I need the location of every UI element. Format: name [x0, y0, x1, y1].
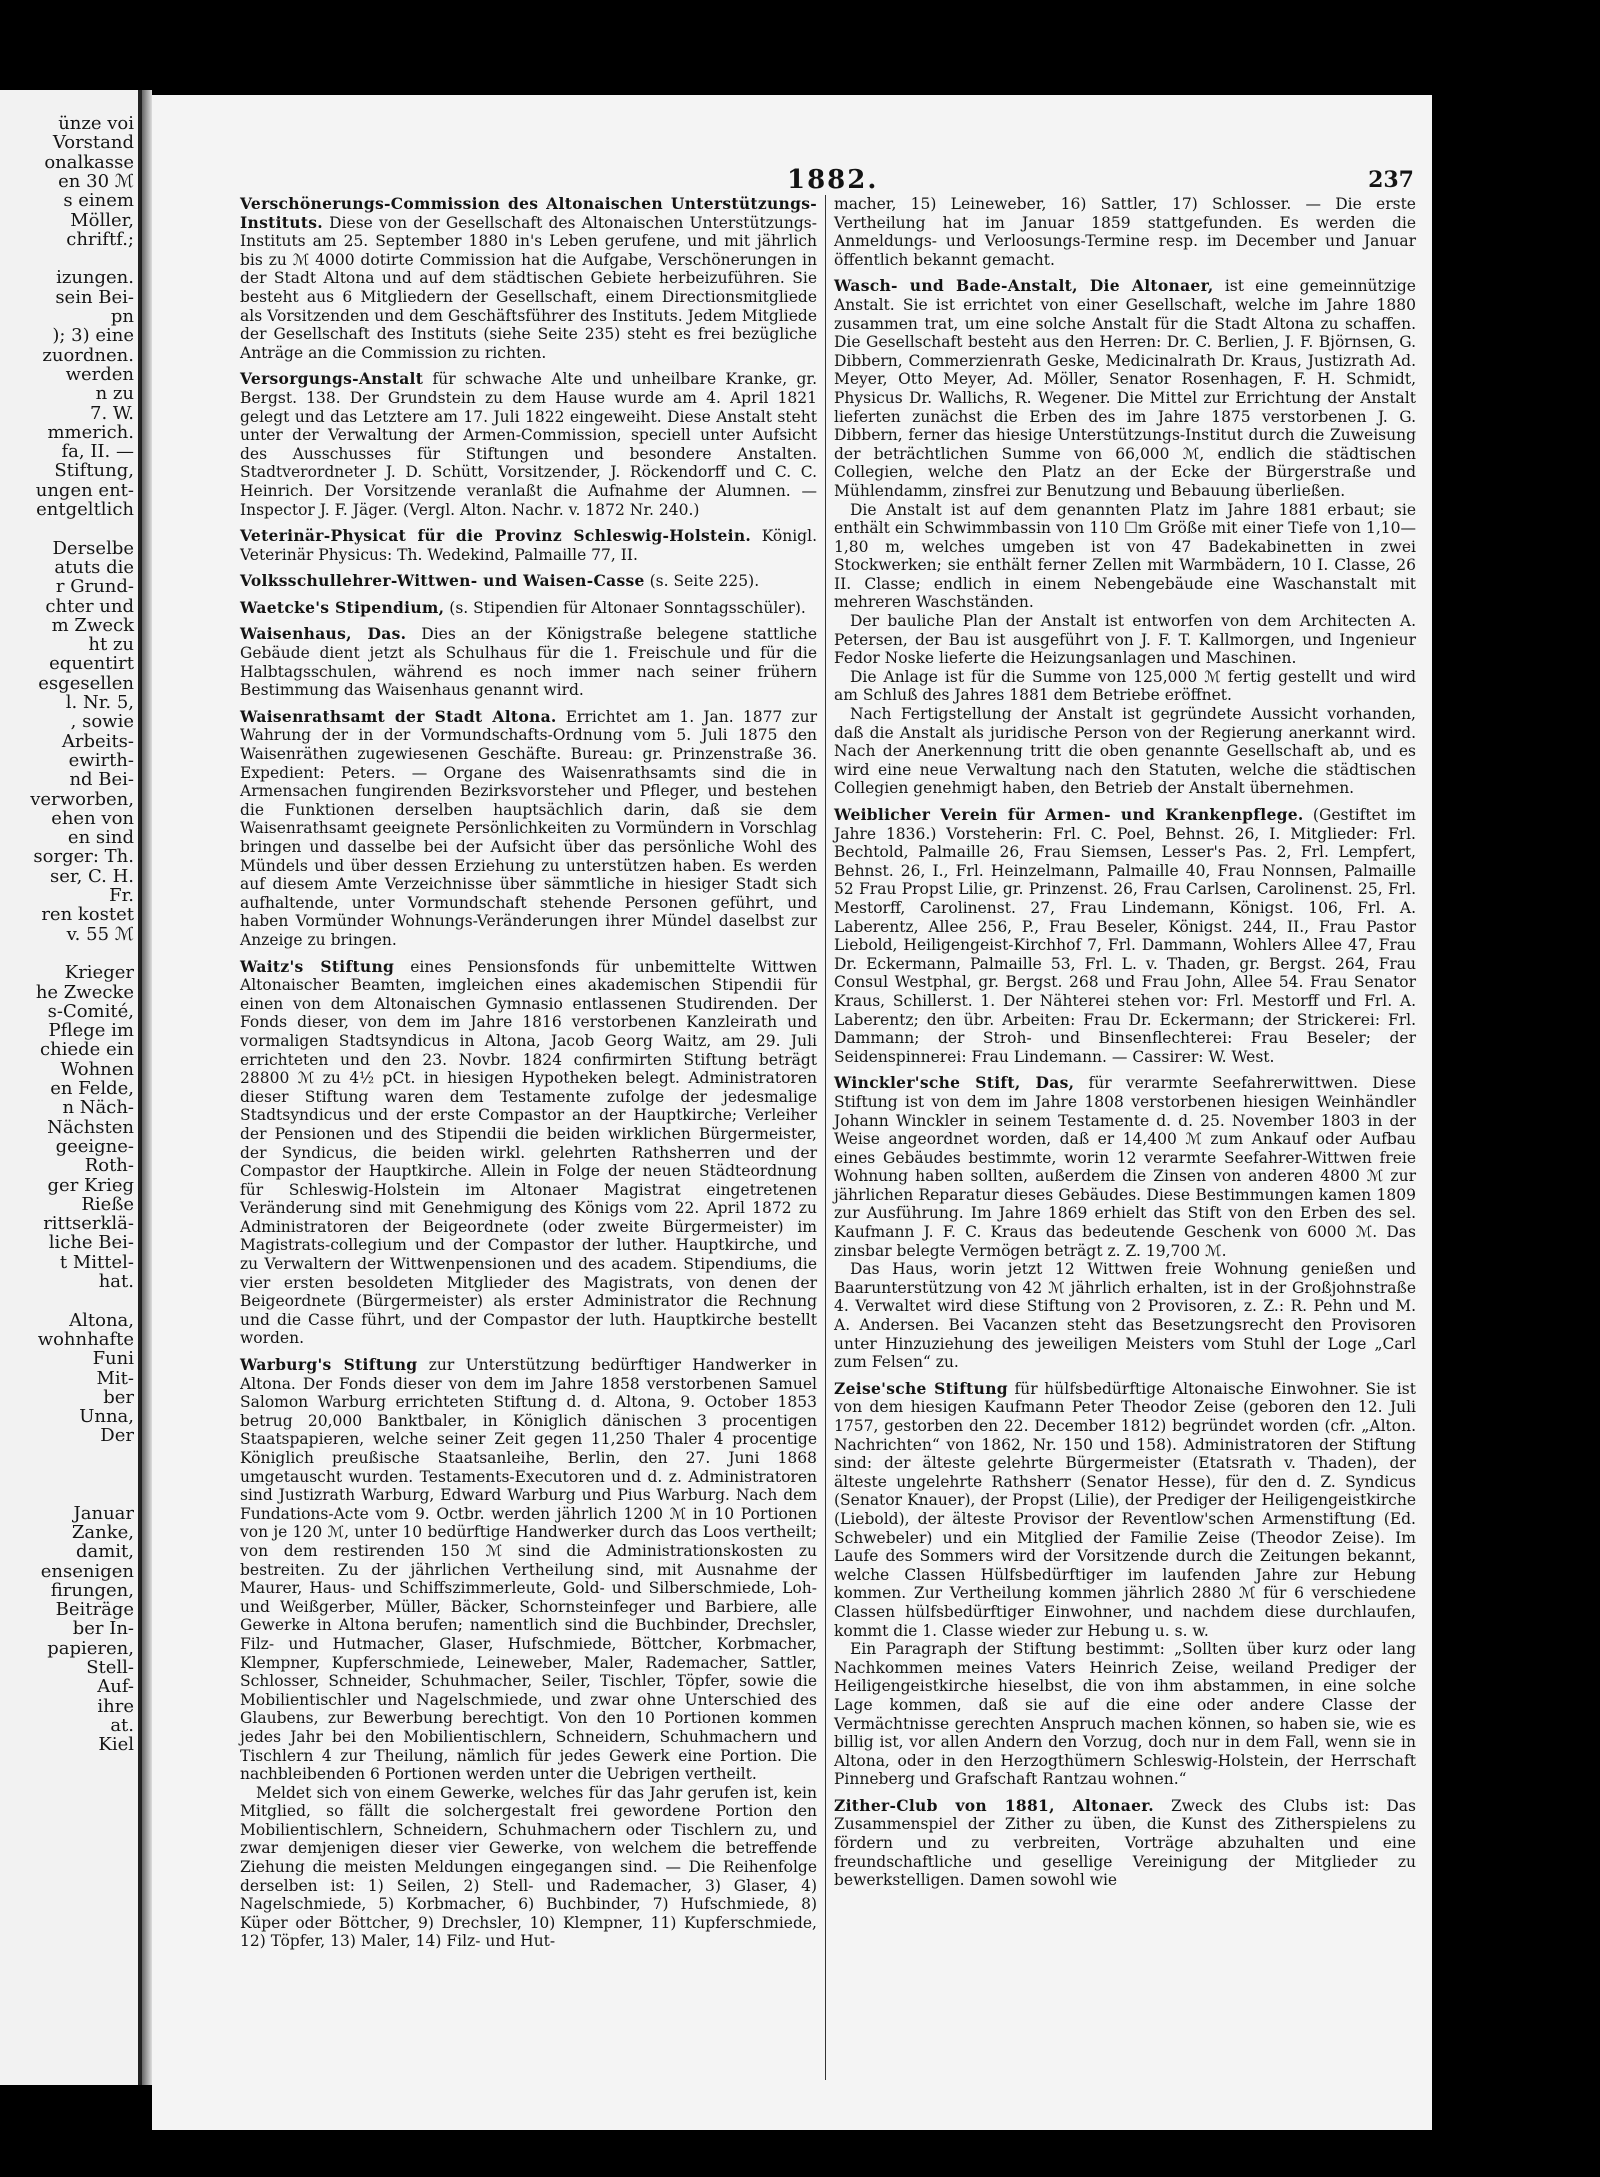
left-page-fragment: liche Bei-: [48, 1232, 134, 1254]
left-page-fragment: Krieger: [64, 962, 134, 984]
left-page-fragment: n zu: [95, 383, 134, 405]
left-page-fragment: wohnhafte: [37, 1328, 134, 1350]
left-page-fragment: chter und: [45, 595, 134, 617]
entry-paragraph: [240, 1784, 817, 1951]
left-page-fragment: en 30 ℳ: [58, 170, 134, 192]
left-page-fragment: s-Comité,: [47, 1000, 134, 1022]
left-page-fragment: Unna,: [79, 1406, 134, 1428]
page-year: 1882.: [787, 165, 879, 195]
left-page-fragment: onalkasse: [44, 151, 134, 173]
left-page-fragment: 7. W.: [90, 402, 134, 424]
left-page-fragment: entgeltlich: [36, 499, 134, 520]
left-page-fragment: ser, C. H.: [50, 865, 134, 887]
left-page-fragment: ungen ent-: [35, 479, 134, 501]
entry-text: Errichtet am 1. Jan. 1877 zur Wahrung der in der Vormundschafts-Ordnung vom 5. Juli 1875 den Waisenräthen zugewiesenen Geschäfte. Bureau: gr. Prinzenstraße 36. Expedient: Peters. — Organe des Waisenrathsamts sind die in Armensachen fungirenden Bezirksvorsteher und Pfleger, und bestehen die Funktionen derselben hauptsächlich darin, daß sie dem Waisenrathsamt geeignete Persönlichkeiten zu Vormündern in Vorschlag bringen und dasselbe bei der Aufsicht über das persönliche Wohl des Mündels und über dessen Erziehung zu unterstützen haben. Es werden auf diesem Amte Verzeichnisse über sämmtliche in hiesiger Stadt sich aufhaltende, unter Vormundschaft stehende Personen geführt, und haben Vormünder Wohnungs-Veränderungen ihrer Mündel daselbst zur Anzeige zu bringen.: [240, 707, 817, 949]
entry-paragraph: [834, 1380, 1416, 1640]
left-page-fragment: mmerich.: [47, 421, 134, 443]
entry-paragraph: [240, 599, 817, 618]
left-page-fragment: Stiftung,: [54, 460, 134, 482]
entry: [834, 277, 1416, 798]
left-page-fragment: werden: [65, 363, 134, 385]
left-page-fragment: v. 55 ℳ: [66, 923, 134, 945]
entry-text: Königl. Veterinär Physicus: Th. Wedekind, Palmaille 77, II.: [240, 527, 817, 564]
left-page-fragment: Roth-: [84, 1155, 134, 1177]
entry-text: Das Haus, worin jetzt 12 Wittwen freie Wohnung genießen und Baarunterstützung von 42 ℳ jährlich erhalten, ist in der Großjohnstraße 4. Verwaltet wird diese Stiftung von 2 Provisoren, z. Z.: R. Pehn und M. A. Andersen. Bei Vacanzen steht das Besetzungsrecht den Provisoren unter Hinzuziehung des jeweiligen Meisters vom Stuhl der Loge „Carl zum Felsen“ zu.: [834, 1260, 1416, 1372]
book-gutter: [142, 90, 152, 2085]
entry-text: Diese von der Gesellschaft des Altonaischen Unterstützungs-Instituts am 25. September 1880 in's Leben gerufene, und mit jährlich bis zu ℳ 4000 dotirte Commission hat die Aufgabe, Verschönerungen in der Stadt Altona und auf dem städtischen Gebiete herbeizuführen. Sie besteht aus 6 Mitgliedern der Gesellschaft, einem Directionsmitgliede als Vorsitzenden und dem Geschäftsführer des Instituts. Jedem Mitgliede der Gesellschaft des Instituts (siehe Seite 235) steht es frei bezügliche Anträge an die Commission zu richten.: [240, 213, 817, 362]
entry: [240, 195, 817, 362]
entry-paragraph: [240, 527, 817, 564]
left-page-fragment: Kiel: [98, 1734, 134, 1756]
entry-heading: Waetcke's Stipendium,: [240, 597, 445, 617]
left-page-fragment: ht zu: [88, 634, 134, 656]
entry-paragraph: [240, 195, 817, 362]
entry-text: ist eine gemeinnützige Anstalt. Sie ist errichtet von einer Gesellschaft, welche im Jahre 1880 zusammen trat, um eine solche Anstalt für die Stadt Altona zu schaffen. Die Gesellschaft besteht aus den Herren: Dr. C. Berlien, J. F. Björnsen, G. Dibbern, Commerzienrath Geske, Medicinalrath Dr. Kraus, Justizrath Ad. Meyer, Otto Meyer, Ad. Möller, Senator Rosenhagen, F. H. Schmidt, Physicus Dr. Wallichs, R. Wegener. Die Mittel zur Errichtung der Anstalt lieferten zunächst die Erben des im Jahre 1875 verstorbenen J. G. Dibbern, ferner das hiesige Unterstützungs-Institut durch die Zuweisung der beträchtlichen Summe von 66,000 ℳ, endlich die städtischen Collegien, welche den Platz an der Ecke der Bürgerstraße und Mühlendamm, zinsfrei zur Benutzung und Bebauung überließen.: [834, 277, 1416, 500]
right-column: [834, 195, 1416, 1898]
left-page-fragment: fa, II. —: [61, 441, 134, 463]
left-page-fragment: equentirt: [49, 653, 134, 675]
entry-paragraph: [240, 370, 817, 519]
left-page-fragment: ihre: [97, 1695, 134, 1717]
entry: [834, 1797, 1416, 1890]
entry-text: (s. Seite 225).: [649, 572, 760, 591]
entry: [240, 527, 817, 564]
left-page-fragment: zuordnen.: [42, 344, 134, 366]
entry-paragraph: [834, 1260, 1416, 1372]
left-page-fragment: en sind: [67, 827, 134, 849]
entry-text: für schwache Alte und unheilbare Kranke, gr. Bergst. 138. Der Grundstein zu dem Hause wurde am 4. April 1821 gelegt und das Letztere am 17. Juli 1822 eingeweiht. Diese Anstalt steht unter der Verwaltung der Armen-Commission, speciell unter Aufsicht des Ausschusses für Stiftungen und besondere Anstalten. Stadtverordneter J. D. Schütt, Vorsitzender, J. Röckendorff und C. C. Heinrich. Der Vorsitzende veranlaßt die Aufnahme der Alumnen. — Inspector J. F. Jäger. (Vergl. Alton. Nachr. v. 1872 Nr. 240.): [240, 370, 817, 519]
left-page-fragment: Möller,: [70, 209, 134, 231]
left-page-fragment: Vorstand: [52, 132, 134, 154]
entry-text: Die Anlage ist für die Summe von 125,000 ℳ fertig gestellt und wird am Schluß des Jahres 1881 dem Betriebe eröffnet.: [834, 667, 1416, 705]
left-page-fragment: sein Bei-: [55, 286, 134, 308]
left-page-fragment: verworben,: [30, 788, 134, 810]
entry-heading: Weiblicher Verein für Armen- und Krankenpflege.: [834, 805, 1304, 824]
entry-text: eines Pensionsfonds für unbemittelte Wittwen Altonaischer Beamten, imgleichen eines akademischen Stipendii für einen von dem Altonaischen Gymnasio entlassenen Studirenden. Der Fonds dieser, von dem im Jahre 1816 verstorbenen Kanzleirath und vormaligen Stadtsyndicus in Altona, Jacob Georg Waitz, am 29. Juli errichteten und den 23. Novbr. 1824 confirmirten Stiftung beträgt 28800 ℳ zu 4½ pCt. in hiesigen Hypotheken belegt. Administratoren dieser Stiftung waren dem Testamente zufolge der jedesmalige Stadtsyndicus und der erste Compastor an der Hauptkirche; Verleiher der Pensionen und des Stipendii die beiden wirklichen Bürgermeister, der Syndicus, die beiden wirkl. gelehrten Rathsherren und der Compastor der Hauptkirche. Allein in Folge der neuen Städteordnung für Schleswig-Holstein im Altonaer Magistrat eingetretenen Veränderung sind mit Genehmigung des Königs vom 22. April 1872 zu Administratoren der Beigeordnete (oder zweite Bürgermeister) im Magistrats-collegium und der Compastor der luther. Hauptkirche, und zu Verwaltern der Wittwenpensionen und des academ. Stipendiums, die vier ersten besoldeten Mitglieder des Magistrats, von denen der Beigeordnete (Bürgermeister) als erster Administrator die Rechnung und die Casse führt, und der Compastor der luth. Hauptkirche bestellt worden.: [240, 957, 817, 1348]
left-page-fragment: Fr.: [109, 885, 134, 906]
entry-text: (Gestiftet im Jahre 1836.) Vorsteherin: Frl. C. Poel, Behnst. 26, I. Mitglieder: Frl. Bechtold, Palmaille 26, Frau Siemsen, Lesser's Pas. 2, Frl. Lempfert, Behnst. 26, I., Frl. Heinzelmann, Palmaille 40, Frau Nonnsen, Palmaille 52 Frau Propst Lilie, gr. Prinzenst. 26, Frau Carlsen, Carolinenst. 25, Frl. Mestorff, Carolinenst. 27, Frau Lindemann, Königst. 106, Frl. A. Laberentz, Allee 256, P., Frau Beseler, Königst. 244, II., Frau Pastor Liebold, Heiligengeist-Kirchhof 7, Frl. Dammann, Wohlers Allee 47, Frau Dr. Eckermann, Palmaille 53, Frl. L. v. Thaden, gr. Bergst. 264, Frau Consul Westphal, gr. Bergst. 268 und Frau John, Allee 54. Frau Senator Kraus, Schillerst. 1. Der Nähterei stehen vor: Frl. Mestorff und Frl. A. Laberentz; den übr. Arbeiten: Frau Dr. Eckermann; der Strickerei: Frl. Dammann; der Stroh- und Binsenflechterei: Frau Beseler; der Seidenspinnerei: Frau Lindemann. — Cassirer: W. West.: [834, 806, 1416, 1066]
entry-heading: Waitz's Stiftung: [240, 956, 395, 976]
left-page-fragment: ber In-: [72, 1618, 134, 1640]
entry-paragraph: [834, 668, 1416, 705]
left-page-fragment: ger Krieg: [47, 1174, 134, 1196]
left-facing-page: [0, 90, 142, 2085]
left-page-fragment: ewirth-: [68, 749, 134, 771]
left-page-fragment: Stell-: [86, 1657, 134, 1678]
entry-paragraph: [240, 572, 817, 591]
entry-paragraph: [240, 958, 817, 1348]
left-page-fragment: izungen.: [56, 267, 134, 289]
left-page-fragment: ber: [103, 1386, 134, 1408]
entry-heading: Verschönerungs-Commission des Altonaischen Unterstützungs-Instituts.: [240, 194, 817, 232]
left-page-fragment: papieren,: [47, 1637, 134, 1659]
entry-paragraph: [240, 708, 817, 950]
entry-paragraph: [834, 1640, 1416, 1789]
entry: [240, 370, 817, 519]
book-page: [152, 95, 1432, 2130]
entry-heading: Wasch- und Bade-Anstalt, Die Altonaer,: [834, 276, 1214, 296]
left-page-fragment: sorger: Th.: [33, 846, 134, 868]
entry-text: Die Anstalt ist auf dem genannten Platz im Jahre 1881 erbaut; sie enthält ein Schwimmbassin von 110 ☐m Größe mit einer Tiefe von 1,10—1,80 m, welches umgeben ist von 47 Badekabinetten in zwei Stockwerken; sie enthält ferner Zellen mit Warmbädern, 10 I. Classe, 26 II. Classe; endlich in einem Nebengebäude eine Waschanstalt mit mehreren Waschständen.: [834, 500, 1416, 612]
left-page-fragment: Altona,: [69, 1309, 134, 1331]
left-page-fragment: n Näch-: [62, 1097, 134, 1119]
left-page-fragment: geeigne-: [55, 1135, 134, 1157]
entry-text: für hülfsbedürftige Altonaische Einwohner. Sie ist von dem hiesigen Kaufmann Peter Theodor Zeise (geboren den 12. Juli 1757, gestorben den 22. December 1812) begründet worden (cfr. „Alton. Nachrichten“ von 1862, Nr. 150 und 158). Administratoren der Stiftung sind: der älteste gelehrte Bürgermeister (Etatsrath v. Thaden), der älteste ungelehrte Rathsherr (Senator Hesse), für den d. Z. Syndicus (Senator Knauer), der Propst (Lilie), der Prediger der Heiligengeistkirche (Liebold), der älteste Provisor der Reventlow'schen Armenstiftung (Ed. Schwebeler) und ein Mitglied der Familie Zeise (Theodor Zeise). Im Laufe des Sommers wird der Vorsitzende durch die Zeitungen bekannt, welche Classen Hülfsbedürftiger im laufenden Jahre zur Hebung kommen. Zur Vertheilung kommen jährlich 2880 ℳ für 6 verschiedene Classen hülfsbedürftiger Einwohner, und nachdem diese durchlaufen, kommt die 1. Classe wieder zur Hebung u. s. w.: [834, 1379, 1416, 1640]
left-page-fragment: Rieße: [81, 1193, 134, 1215]
left-page-fragment: chiede ein: [40, 1039, 134, 1061]
entry-text: Nach Fertigstellung der Anstalt ist gegründete Aussicht vorhanden, daß die Anstalt als juridische Person von der Regierung anerkannt wird. Nach der Anerkennung tritt die oben genannte Gesellschaft ab, und es wird eine neue Verwaltung nach den Statuten, welche die städtischen Collegien genehmigt haben, den Betrieb der Anstalt übernehmen.: [834, 705, 1416, 798]
entry-heading: Volksschullehrer-Wittwen- und Waisen-Casse: [240, 571, 645, 591]
left-page-fragment: Januar: [73, 1502, 134, 1524]
left-page-fragment: m Zweck: [51, 614, 134, 636]
left-page-fragment: ren kostet: [41, 904, 134, 926]
entry-paragraph: [834, 806, 1416, 1066]
entry-text: für verarmte Seefahrerwittwen. Diese Stiftung ist von dem im Jahre 1808 verstorbenen hiesigen Weinhändler Johann Winckler in seinem Testamente d. d. 25. November 1803 in der Weise angeordnet worden, daß er 14,400 ℳ zum Ankauf oder Aufbau eines Gebäudes bestimmte, worin 12 verarmte Seefahrer-Wittwen freie Wohnung haben sollten, außerdem die Zinsen von anderen 4800 ℳ zur jährlichen Reparatur dieses Gebäudes. Diese Bestimmungen kamen 1809 zur Ausführung. Im Jahre 1869 erhielt das Stift von den Erben des sel. Kaufmann J. F. C. Kraus das bedeutende Geschenk von 6000 ℳ. Das zinsbar belegte Vermögen beträgt z. Z. 19,700 ℳ.: [834, 1074, 1416, 1260]
entry-heading: Zither-Club von 1881, Altonaer.: [834, 1795, 1154, 1815]
left-page-fragment: chriftf.;: [66, 228, 134, 250]
left-page-fragment: Zanke,: [71, 1521, 134, 1543]
entry: [240, 599, 817, 618]
entry-paragraph: [240, 625, 817, 699]
entry-paragraph: [834, 1074, 1416, 1260]
left-page-fragment: he Zwecke: [35, 981, 134, 1003]
left-page-fragment: s einem: [63, 190, 134, 212]
left-page-fragment: en Felde,: [50, 1078, 134, 1099]
entry-text: Meldet sich von einem Gewerke, welches für das Jahr gerufen ist, kein Mitglied, so fällt die solchergestalt frei gewordene Portion den Mobilientischlern, Schneidern, Schuhmachern oder Tischlern zu, und zwar demjenigen dieser vier Gewerke, von welchem die betreffende Ziehung die meisten Meldungen eingegangen sind. — Die Reihenfolge derselben ist: 1) Seilen, 2) Stell- und Rademacher, 3) Glaser, 4) Nagelschmiede, 5) Korbmacher, 6) Buchbinder, 7) Hufschmiede, 8) Küper oder Böttcher, 9) Drechsler, 10) Klempner, 11) Kupferschmiede, 12) Töpfer, 13) Maler, 14) Filz- und Hut-: [240, 1783, 817, 1951]
left-page-fragment: at.: [110, 1714, 134, 1736]
left-page-fragment: ehen von: [51, 807, 134, 829]
entry-heading: Waisenhaus, Das.: [240, 624, 407, 644]
left-page-fragment: esgesellen: [38, 672, 134, 694]
left-page-fragment: rittserklä-: [43, 1213, 134, 1235]
left-page-fragment: atuts die: [54, 556, 134, 578]
page-number: 237: [1368, 167, 1414, 193]
page-header: [152, 165, 1432, 195]
left-page-fragment: pn: [110, 306, 134, 327]
left-page-fragment: Derselbe: [52, 537, 134, 559]
left-page-fragment: firungen,: [50, 1579, 134, 1601]
entry: [834, 1074, 1416, 1372]
entry-paragraph: [834, 277, 1416, 500]
entry: [240, 572, 817, 591]
left-page-fragment: Arbeits-: [61, 730, 134, 752]
left-page-fragment: ünze voi: [58, 113, 134, 134]
entry-text: zur Unterstützung bedürftiger Handwerker in Altona. Der Fonds dieser von dem im Jahre 1858 verstorbenen Samuel Salomon Warburg errichteten Stiftung d. d. Altona, 9. October 1853 betrug 20,000 Banktbaler, in Königlich dänischen 3 procentigen Staatspapieren, welche seiner Zeit gegen 11,250 Thaler 4 procentige Königlich preußische Staatsanleihe, Berlin, den 27. Juni 1868 umgetauscht wurden. Testaments-Executoren und d. z. Administratoren sind Justizrath Warburg, Edward Warburg und Pius Warburg. Nach dem Fundations-Acte vom 9. Octbr. werden jährlich 1200 ℳ in 10 Portionen von je 120 ℳ, unter 10 bedürftige Handwerker durch das Loos vertheilt; von dem restirenden 150 ℳ sind die Administrationskosten zu bestreiten. Zu der jährlichen Vertheilung sind, mit Ausnahme der Maurer, Haus- und Schiffszimmerleute, Gold- und Silberschmiede, Loh- und Weißgerber, Müller, Bäcker, Schornsteinfeger und Barbiere, alle Gewerke in Altona berufen; namentlich sind die Buchbinder, Drechsler, Filz- und Hutmacher, Glaser, Hufschmiede, Böttcher, Korbmacher, Klempner, Kupferschmiede, Leineweber, Maler, Rademacher, Sattler, Schlosser, Schneider, Schuhmacher, Seiler, Tischler, Töpfer, sowie die Mobilientischler und Nagelschmiede, und zwar ohne Unterschied des Glaubens, zur Bewerbung berechtigt. Von den 10 Portionen kommen jedes Jahr bei den Mobilientischlern, Schneidern, Schuhmachern und Tischlern 4 zur Theilung, nämlich für jedes Gewerk eine Portion. Die nachbleibenden 6 Portionen werden unter die Uebrigen vertheilt.: [240, 1356, 817, 1784]
entry-heading: Versorgungs-Anstalt: [240, 369, 424, 389]
entry-heading: Zeise'sche Stiftung: [834, 1378, 1008, 1398]
entry-paragraph: [834, 1797, 1416, 1890]
entry-paragraph: [834, 705, 1416, 798]
continued-text: macher, 15) Leineweber, 16) Sattler, 17) Schlosser. — Die erste Vertheilung hat im Januar 1859 stattgefunden. Es werden die Anmeldungs- und Verloosungs-Termine resp. im December und Januar öffentlich bekannt gemacht.: [834, 195, 1416, 269]
entry-paragraph: [834, 612, 1416, 668]
entry: [240, 625, 817, 699]
entry-text: (s. Stipendien für Altonaer Sonntagsschüler).: [449, 598, 806, 617]
entry-paragraph: [240, 1356, 817, 1784]
entry: [240, 708, 817, 950]
left-page-fragment: Mit-: [96, 1367, 134, 1389]
left-page-fragment: hat.: [98, 1271, 134, 1292]
entry-heading: Veterinär-Physicat für die Provinz Schleswig-Holstein.: [240, 526, 752, 546]
entry-paragraph: [834, 501, 1416, 613]
left-page-fragment: Nächsten: [47, 1116, 134, 1138]
left-page-fragment: ); 3) eine: [52, 325, 134, 347]
entry-heading: Winckler'sche Stift, Das,: [834, 1073, 1075, 1093]
left-column: [240, 195, 817, 1959]
entry-text: Ein Paragraph der Stiftung bestimmt: „Sollten über kurz oder lang Nachkommen meines Vaters Heinrich Zeise, weiland Prediger der Heiligengeistkirche hieselbst, die von ihm abstammen, in eine solche Lage kommen, daß sie auf die eine oder andere Classe der Vermächtnisse gerechten Anspruch machen können, so haben sie, wie es billig ist, vor allen Andern den Vorzug, doch nur in dem Fall, wenn sie in Altona, oder in den Herzogthümern Schleswig-Holstein, der Herrschaft Pinneberg und Grafschaft Rantzau wohnen.“: [834, 1640, 1416, 1789]
left-page-fragment: nd Bei-: [69, 769, 134, 791]
entry-text: Zweck des Clubs ist: Das Zusammenspiel der Zither zu üben, die Kunst des Zitherspielens zu fördern und zu verbreiten, Vorträge abzuhalten und eine freundschaftliche und gesellige Vereinigung der Mitglieder zu bewerkstelligen. Damen sowohl wie: [834, 1796, 1416, 1890]
entry: [240, 1356, 817, 1951]
entry-heading: Waisenrathsamt der Stadt Altona.: [240, 706, 557, 726]
left-page-fragment: , sowie: [70, 711, 134, 733]
entry: [834, 806, 1416, 1066]
entry-text: Der bauliche Plan der Anstalt ist entworfen von dem Architecten A. Petersen, der Bau ist ausgeführt von J. F. T. Kallmorgen, und Ingenieur Fedor Noske lieferte die Heizungsanlagen und Maschinen.: [834, 612, 1416, 668]
entry: [240, 958, 817, 1348]
left-page-fragment: r Grund-: [55, 576, 134, 598]
left-page-fragment: Beiträge: [55, 1599, 134, 1621]
column-divider: [825, 195, 826, 2080]
left-page-fragment: damit,: [75, 1541, 134, 1563]
left-page-fragment: Auf-: [97, 1676, 134, 1698]
left-page-fragment: Funi: [92, 1348, 134, 1370]
left-page-fragment: t Mittel-: [59, 1251, 134, 1273]
left-page-fragment: Wohnen: [60, 1058, 134, 1080]
left-page-fragment: ensenigen: [40, 1560, 134, 1582]
left-page-fragment: l. Nr. 5,: [65, 692, 134, 713]
left-page-fragment: Pflege im: [48, 1020, 134, 1042]
entry: [834, 1380, 1416, 1789]
left-page-fragment: Der: [100, 1425, 134, 1447]
entry-heading: Warburg's Stiftung: [240, 1355, 418, 1375]
entry-text: Dies an der Königstraße belegene stattliche Gebäude dient jetzt als Schulhaus für die 1. Freischule und für die Halbtagsschulen, während es noch immer nach seiner frühern Bestimmung das Waisenhaus genannt wird.: [240, 625, 817, 700]
